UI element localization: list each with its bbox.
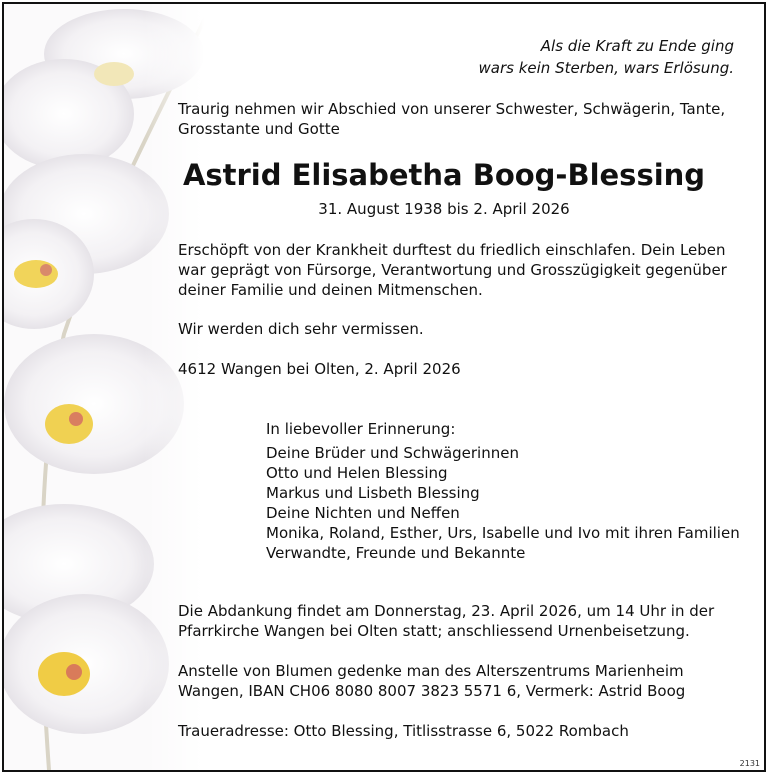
mourner-line: Monika, Roland, Esther, Urs, Isabelle und Ivo mit ihren Familien — [266, 524, 740, 542]
mourner-line: Otto und Helen Blessing — [266, 464, 448, 482]
mourner-line: Deine Nichten und Neffen — [266, 504, 460, 522]
mourner-line: Deine Brüder und Schwägerinnen — [266, 444, 519, 462]
obituary-frame — [2, 2, 766, 772]
message-line-1: Erschöpft von der Krankheit durftest du friedlich einschlafen. Dein Leben — [178, 241, 726, 259]
motto-line-1: Als die Kraft zu Ende ging — [540, 37, 734, 55]
donation-line-1: Anstelle von Blumen gedenke man des Alterszentrums Marienheim — [178, 662, 684, 680]
mourner-line: Verwandte, Freunde und Bekannte — [266, 544, 526, 562]
orchid-flower-decoration — [4, 4, 204, 770]
message-line-3: deiner Familie und deinen Mitmenschen. — [178, 281, 483, 299]
intro-line-2: Grosstante und Gotte — [178, 120, 340, 138]
miss-text: Wir werden dich sehr vermissen. — [178, 320, 424, 338]
mourning-address: Traueradresse: Otto Blessing, Titlisstrasse 6, 5022 Rombach — [178, 722, 629, 740]
funeral-line-1: Die Abdankung findet am Donnerstag, 23. April 2026, um 14 Uhr in der — [178, 602, 715, 620]
intro-line-1: Traurig nehmen wir Abschied von unserer Schwester, Schwägerin, Tante, — [178, 100, 726, 118]
mourner-line: Markus und Lisbeth Blessing — [266, 484, 480, 502]
funeral-line-2: Pfarrkirche Wangen bei Olten statt; anschliessend Urnenbeisetzung. — [178, 622, 690, 640]
memory-heading: In liebevoller Erinnerung: — [266, 420, 456, 438]
donation-line-2: Wangen, IBAN CH06 8080 8007 3823 5571 6, Vermerk: Astrid Boog — [178, 682, 686, 700]
place-date: 4612 Wangen bei Olten, 2. April 2026 — [178, 360, 461, 378]
motto-line-2: wars kein Sterben, wars Erlösung. — [478, 59, 734, 77]
message-line-2: war geprägt von Fürsorge, Verantwortung und Grosszügigkeit gegenüber — [178, 261, 727, 279]
deceased-name: Astrid Elisabetha Boog-Blessing — [182, 158, 706, 192]
ad-code: 2131 — [739, 759, 760, 768]
life-dates: 31. August 1938 bis 2. April 2026 — [318, 200, 570, 218]
